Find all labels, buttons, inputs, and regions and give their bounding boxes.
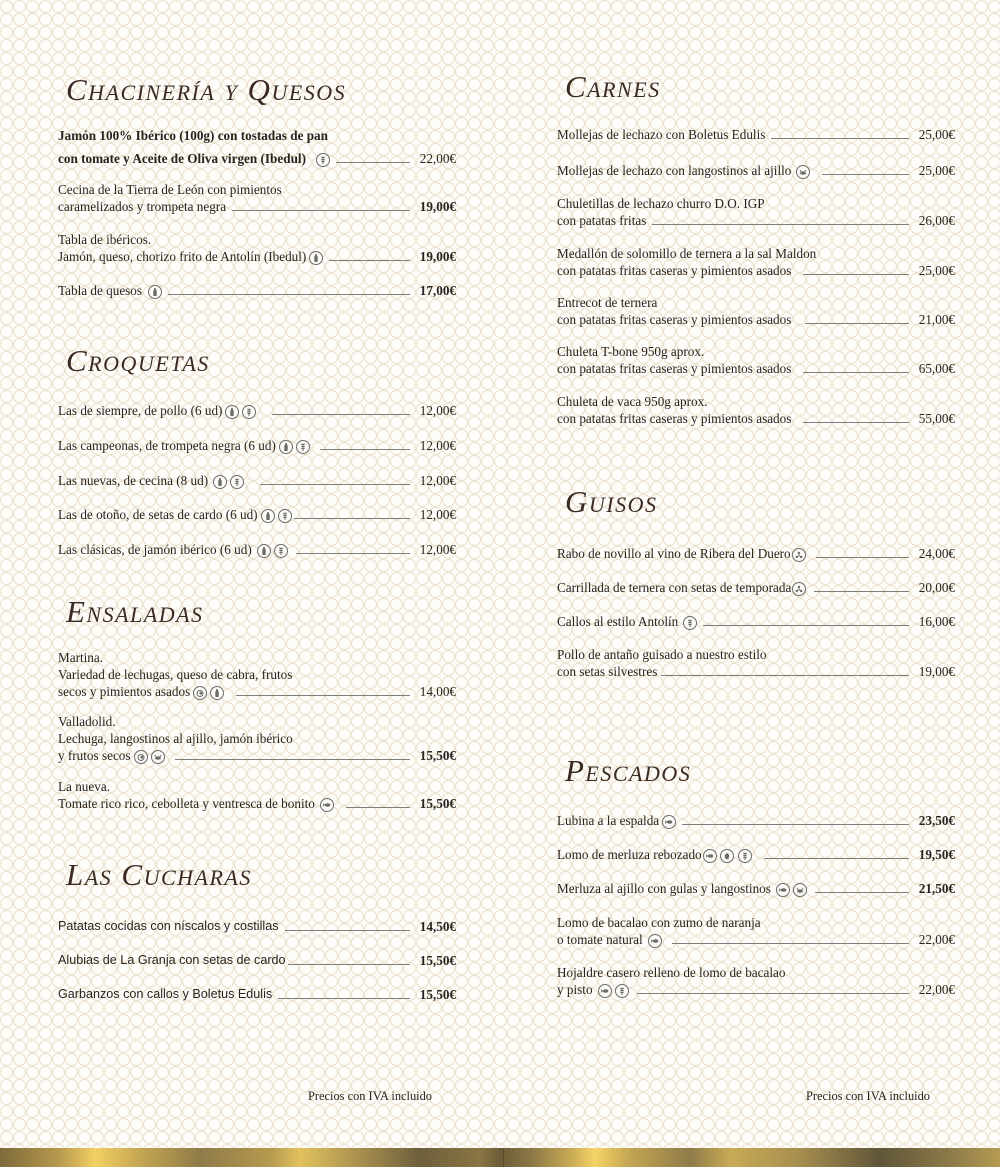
menu-item	[58, 649, 456, 700]
menu-item	[557, 964, 955, 998]
menu-item	[557, 343, 955, 377]
leader-line	[652, 224, 909, 225]
section-title: Ensaladas	[66, 594, 204, 629]
item-line: y pisto	[557, 982, 593, 997]
menu-item	[58, 437, 456, 454]
section-title: Las Cucharas	[66, 857, 252, 892]
egg-icon	[720, 849, 734, 863]
leader-line	[803, 372, 909, 373]
leader-line	[661, 675, 909, 676]
item-line: Martina.	[58, 650, 104, 665]
item-price: 26,00€	[918, 213, 955, 228]
item-price: 15,50€	[419, 953, 456, 968]
item-price: 25,00€	[918, 163, 955, 178]
leader-line	[822, 174, 909, 175]
menu-item	[557, 914, 955, 948]
gold-footer-bar	[0, 1148, 1000, 1167]
fish-icon	[776, 883, 790, 897]
page-seam	[503, 1148, 504, 1167]
dairy-icon	[210, 686, 224, 700]
menu-item	[557, 393, 955, 427]
item-price: 24,00€	[918, 546, 955, 561]
menu-item	[58, 778, 456, 812]
menu-item	[557, 646, 955, 680]
item-line: Lubina a la espalda	[557, 813, 660, 828]
item-line: Chuleta T-bone 950g aprox.	[557, 344, 705, 359]
item-price: 22,00€	[918, 932, 955, 947]
gluten-icon	[316, 153, 330, 167]
leader-line	[814, 591, 909, 592]
menu-item	[557, 579, 955, 596]
vat-note: Precios con IVA incluido	[806, 1089, 931, 1103]
leader-line	[703, 625, 909, 626]
item-line: Tabla de quesos	[58, 283, 143, 298]
item-price: 12,00€	[419, 403, 456, 418]
item-line: Mollejas de lechazo con langostinos al ajillo	[557, 163, 792, 178]
dairy-icon	[148, 285, 162, 299]
sulphites-icon	[792, 548, 806, 562]
item-price: 12,00€	[419, 542, 456, 557]
item-price: 23,50€	[918, 813, 955, 828]
leader-line	[682, 824, 909, 825]
item-line: Rabo de novillo al vino de Ribera del Duero	[557, 546, 791, 561]
item-price: 15,50€	[419, 987, 456, 1002]
leader-line	[803, 274, 909, 275]
menu-item	[58, 918, 456, 935]
item-line: Merluza al ajillo con gulas y langostinos	[557, 881, 771, 896]
item-line: La nueva.	[58, 779, 110, 794]
item-price: 22,00€	[419, 151, 456, 166]
leader-line	[805, 323, 909, 324]
leader-line	[336, 162, 410, 163]
item-line: Cecina de la Tierra de León con pimientos	[58, 182, 282, 197]
section-title: Croquetas	[66, 343, 210, 378]
menu-item	[557, 545, 955, 562]
item-line: con patatas fritas	[557, 213, 647, 228]
menu-item	[58, 402, 456, 419]
vat-note: Precios con IVA incluido	[308, 1089, 433, 1103]
item-line: con patatas fritas caseras y pimientos asados	[557, 263, 792, 278]
menu-item	[58, 181, 456, 215]
gluten-icon	[296, 440, 310, 454]
leader-line	[168, 294, 410, 295]
crustacean-icon	[793, 883, 807, 897]
menu-item	[58, 541, 456, 558]
item-line: o tomate natural	[557, 932, 643, 947]
item-line: con patatas fritas caseras y pimientos asados	[557, 411, 792, 426]
gluten-icon	[274, 544, 288, 558]
menu-item	[557, 162, 955, 179]
item-price: 25,00€	[918, 263, 955, 278]
fish-icon	[648, 934, 662, 948]
crustacean-icon	[796, 165, 810, 179]
leader-line	[296, 553, 410, 554]
menu-item	[557, 294, 955, 328]
item-line: Jamón 100% Ibérico (100g) con tostadas de pan	[58, 128, 328, 143]
menu-item	[58, 952, 456, 969]
item-line: Lechuga, langostinos al ajillo, jamón ibérico	[58, 731, 293, 746]
item-price: 12,00€	[419, 473, 456, 488]
section-title: Pescados	[565, 753, 692, 788]
item-line: Jamón, queso, chorizo frito de Antolín (Ibedul)	[58, 249, 307, 264]
leader-line	[272, 414, 410, 415]
item-price: 15,50€	[419, 796, 456, 811]
gluten-icon	[242, 405, 256, 419]
leader-line	[816, 557, 909, 558]
item-price: 21,00€	[918, 312, 955, 327]
leader-line	[294, 518, 410, 519]
dairy-icon	[213, 475, 227, 489]
section-title: Carnes	[565, 69, 661, 104]
item-line: con patatas fritas caseras y pimientos asados	[557, 361, 792, 376]
menu-item	[58, 282, 456, 299]
leader-line	[232, 210, 410, 211]
item-line: Lomo de bacalao con zumo de naranja	[557, 915, 761, 930]
menu-item	[58, 986, 456, 1003]
menu-item	[58, 506, 456, 523]
dairy-icon	[225, 405, 239, 419]
item-line: Las de siempre, de pollo (6 ud)	[58, 403, 223, 418]
item-line: Tomate rico rico, cebolleta y ventresca de bonito	[58, 796, 315, 811]
gluten-icon	[615, 984, 629, 998]
item-line: Las de otoño, de setas de cardo (6 ud)	[58, 507, 258, 522]
gluten-icon	[738, 849, 752, 863]
item-line: y frutos secos	[58, 748, 131, 763]
leader-line	[320, 449, 410, 450]
item-price: 19,00€	[419, 199, 456, 214]
item-line: Mollejas de lechazo con Boletus Edulis	[557, 127, 766, 142]
item-price: 15,50€	[419, 748, 456, 763]
menu-item	[557, 846, 955, 863]
item-line: Alubias de La Granja con setas de cardo	[58, 953, 286, 967]
item-line: secos y pimientos asados	[58, 684, 191, 699]
item-line: con tomate y Aceite de Oliva virgen (Ibedul)	[58, 151, 306, 166]
leader-line	[672, 943, 909, 944]
item-price: 19,00€	[918, 664, 955, 679]
menu-item	[58, 231, 456, 265]
leader-line	[278, 998, 410, 999]
leader-line	[329, 260, 410, 261]
dairy-icon	[309, 251, 323, 265]
leader-line	[175, 759, 410, 760]
item-line: Lomo de merluza rebozado	[557, 847, 702, 862]
item-line: Entrecot de ternera	[557, 295, 658, 310]
item-price: 16,00€	[918, 614, 955, 629]
item-line: Pollo de antaño guisado a nuestro estilo	[557, 647, 767, 662]
nuts-icon	[134, 750, 148, 764]
item-price: 55,00€	[918, 411, 955, 426]
leader-line	[771, 138, 909, 139]
section-title: Chacinería y Quesos	[66, 72, 347, 107]
item-line: Callos al estilo Antolín	[557, 614, 679, 629]
item-line: Las campeonas, de trompeta negra (6 ud)	[58, 438, 276, 453]
item-line: caramelizados y trompeta negra	[58, 199, 227, 214]
leader-line	[803, 422, 909, 423]
leader-line	[288, 964, 410, 965]
menu-item	[557, 613, 955, 630]
item-price: 25,00€	[918, 127, 955, 142]
item-line: con patatas fritas caseras y pimientos asados	[557, 312, 792, 327]
leader-line	[236, 695, 410, 696]
item-line: Medallón de solomillo de ternera a la sal Maldon	[557, 246, 817, 261]
item-price: 65,00€	[918, 361, 955, 376]
item-price: 14,00€	[419, 684, 456, 699]
item-price: 17,00€	[419, 283, 456, 298]
item-line: Tabla de ibéricos.	[58, 232, 152, 247]
item-price: 21,50€	[918, 881, 955, 896]
dairy-icon	[261, 509, 275, 523]
menu-item	[58, 127, 456, 167]
crustacean-icon	[151, 750, 165, 764]
leader-line	[260, 484, 410, 485]
item-line: Valladolid.	[58, 714, 116, 729]
item-line: Garbanzos con callos y Boletus Edulis	[58, 987, 273, 1001]
menu-item	[557, 195, 955, 229]
menu-item	[557, 126, 955, 143]
leader-line	[815, 892, 909, 893]
gluten-icon	[683, 616, 697, 630]
leader-line	[637, 993, 909, 994]
dairy-icon	[279, 440, 293, 454]
item-price: 14,50€	[419, 919, 456, 934]
leader-line	[764, 858, 909, 859]
item-price: 19,50€	[918, 847, 955, 862]
item-line: Chuletillas de lechazo churro D.O. IGP	[557, 196, 765, 211]
item-line: Variedad de lechugas, queso de cabra, frutos	[58, 667, 293, 682]
menu-item	[557, 245, 955, 279]
fish-icon	[320, 798, 334, 812]
section-title: Guisos	[565, 484, 658, 519]
menu-item	[557, 880, 955, 897]
nuts-icon	[193, 686, 207, 700]
gluten-icon	[278, 509, 292, 523]
item-line: Las nuevas, de cecina (8 ud)	[58, 473, 209, 488]
item-line: Chuleta de vaca 950g aprox.	[557, 394, 708, 409]
item-price: 22,00€	[918, 982, 955, 997]
menu-item	[58, 472, 456, 489]
dairy-icon	[257, 544, 271, 558]
leader-line	[285, 930, 411, 931]
fish-icon	[598, 984, 612, 998]
item-line: con setas silvestres	[557, 664, 658, 679]
leader-line	[346, 807, 410, 808]
item-price: 20,00€	[918, 580, 955, 595]
gluten-icon	[230, 475, 244, 489]
item-line: Patatas cocidas con níscalos y costillas	[58, 919, 279, 933]
fish-icon	[703, 849, 717, 863]
page-fold	[497, 0, 500, 1148]
sulphites-icon	[792, 582, 806, 596]
item-line: Carrillada de ternera con setas de temporada	[557, 580, 792, 595]
item-line: Hojaldre casero relleno de lomo de bacalao	[557, 965, 786, 980]
fish-icon	[662, 815, 676, 829]
item-line: Las clásicas, de jamón ibérico (6 ud)	[58, 542, 252, 557]
item-price: 12,00€	[419, 507, 456, 522]
menu-item	[58, 713, 456, 764]
item-price: 12,00€	[419, 438, 456, 453]
item-price: 19,00€	[419, 249, 456, 264]
menu-item	[557, 812, 955, 829]
